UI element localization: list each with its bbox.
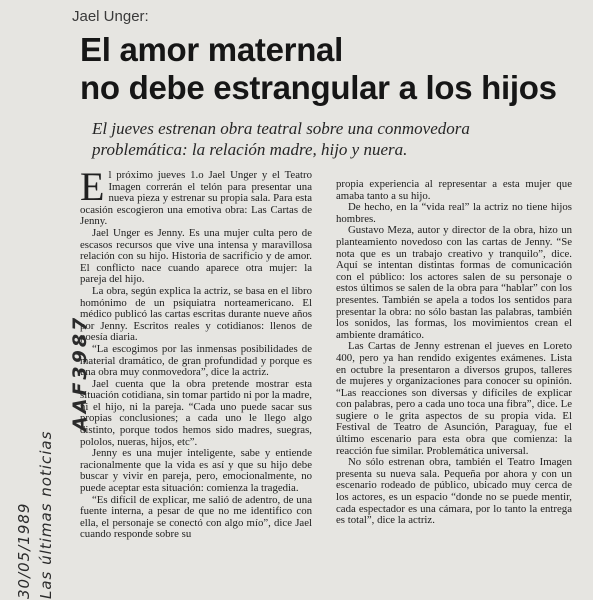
handwritten-catalog-number: AAF3987: [69, 314, 91, 431]
paragraph: Gustavo Meza, autor y director de la obra, hizo un planteamiento novedoso con las cartas de Jenny. “Se nota que es un trabajo creativo y tranquilo”, dice. Aquí se intentan distintas formas de comunicación con el público: los actores salen de su personaje o estos últimos se salen de la obra para “hablar” con los presentes. También se apela a todos los sentidos para presentar la obra: no sólo bastan las palabras, también los sonidos, las formas, los movimientos crean el ambiente dramático.: [336, 224, 572, 341]
paragraph: “Es difícil de explicar, me salió de adentro, de una fuente interna, a pesar de que no me identifico con ella, el personaje se conectó con algo mío”, dice Jael cuando responde sobre su: [80, 493, 312, 541]
paragraph: De hecho, en la “vida real” la actriz no tiene hijos hombres.: [336, 201, 572, 225]
headline: [80, 31, 585, 107]
headline-line-2: no debe estrangular a los hijos: [80, 69, 557, 106]
paragraph: Las Cartas de Jenny estrenan el jueves en Loreto 400, pero ya han rendido exigentes exámenes. Lista en octubre la presentaron a diversos grupos, talleres de mujeres y organizaciones para conocer su opinión. “Las reacciones son diversas y difíciles de explicar con palabras, pero a cada uno toca una fibra”, dice. Le sugiere o le grita aspectos de su propia vida. El Festival de Teatro de Asunción, Paraguay, fue el último escenario para esta obra que comienza: la reacción fue similar. Problemática universal.: [336, 340, 572, 457]
headline-line-1: El amor maternal: [80, 31, 343, 68]
handwritten-source: Las últimas noticias: [37, 430, 55, 599]
paragraph: Jael cuenta que la obra pretende mostrar esta situación cotidiana, sin tomar partido ni por la madre, ni el hijo, ni la pareja. “Cada uno puede sacar sus propias conclusiones; a cada uno le llego algo distinto, porque todos hemos sido madres, suegras, pololos, nueras, hijos, etc”.: [80, 377, 312, 448]
article-column-2: [336, 179, 572, 527]
paragraph: El próximo jueves 1.o Jael Unger y el Teatro Imagen correrán el telón para presentar una nueva pieza y estrenar su propia sala. Para esta ocasión escogieron una emotiva obra: Las Cartas de Jenny.: [80, 164, 312, 228]
paragraph: propia experiencia al representar a esta mujer que amaba tanto a su hijo.: [336, 178, 572, 202]
author-kicker: Jael Unger:: [72, 8, 149, 25]
paragraph: Jenny es una mujer inteligente, sabe y entiende racionalmente que la vida es así y que su hijo debe buscar y vivir en pareja, pero, emocionalmente, no puede aceptar esta situación: comienza la tragedia.: [80, 447, 312, 495]
paragraph: “La escogimos por las inmensas posibilidades de material dramático, de gran profundidad y porque es una obra muy conmovedora”, dice la actriz.: [80, 342, 312, 379]
paragraph: Jael Unger es Jenny. Es una mujer culta pero de escasos recursos que vive una intensa y maravillosa relación con su hijo. Historia de sacrificio y de amor. El conflicto nace cuando aparece otra mujer: la pareja del hijo.: [80, 226, 312, 286]
deck-subtitle: El jueves estrenan obra teatral sobre una conmovedora problemática: la relación madre, hijo y nuera.: [92, 119, 470, 159]
handwritten-date: 30/05/1989: [15, 502, 33, 599]
paragraph: No sólo estrenan obra, también el Teatro Imagen presenta su nueva sala. Pequeña por ahora y con un escenario rodeado de público, ubicado muy cerca de los actores, es un espacio “donde no se puede mentir, cada espectador es una cámara, por lo tanto la entrega es total”, dice la actriz.: [336, 456, 572, 527]
article-column-1: [80, 164, 312, 541]
drop-cap: E: [80, 164, 105, 209]
paragraph: La obra, según explica la actriz, se basa en el libro homónimo de un psiquiatra norteamericano. El médico publicó las cartas escritas durante nueve años por Jenny. Escritos reales y cotidianos: llenos de poesía diaria.: [80, 284, 312, 344]
